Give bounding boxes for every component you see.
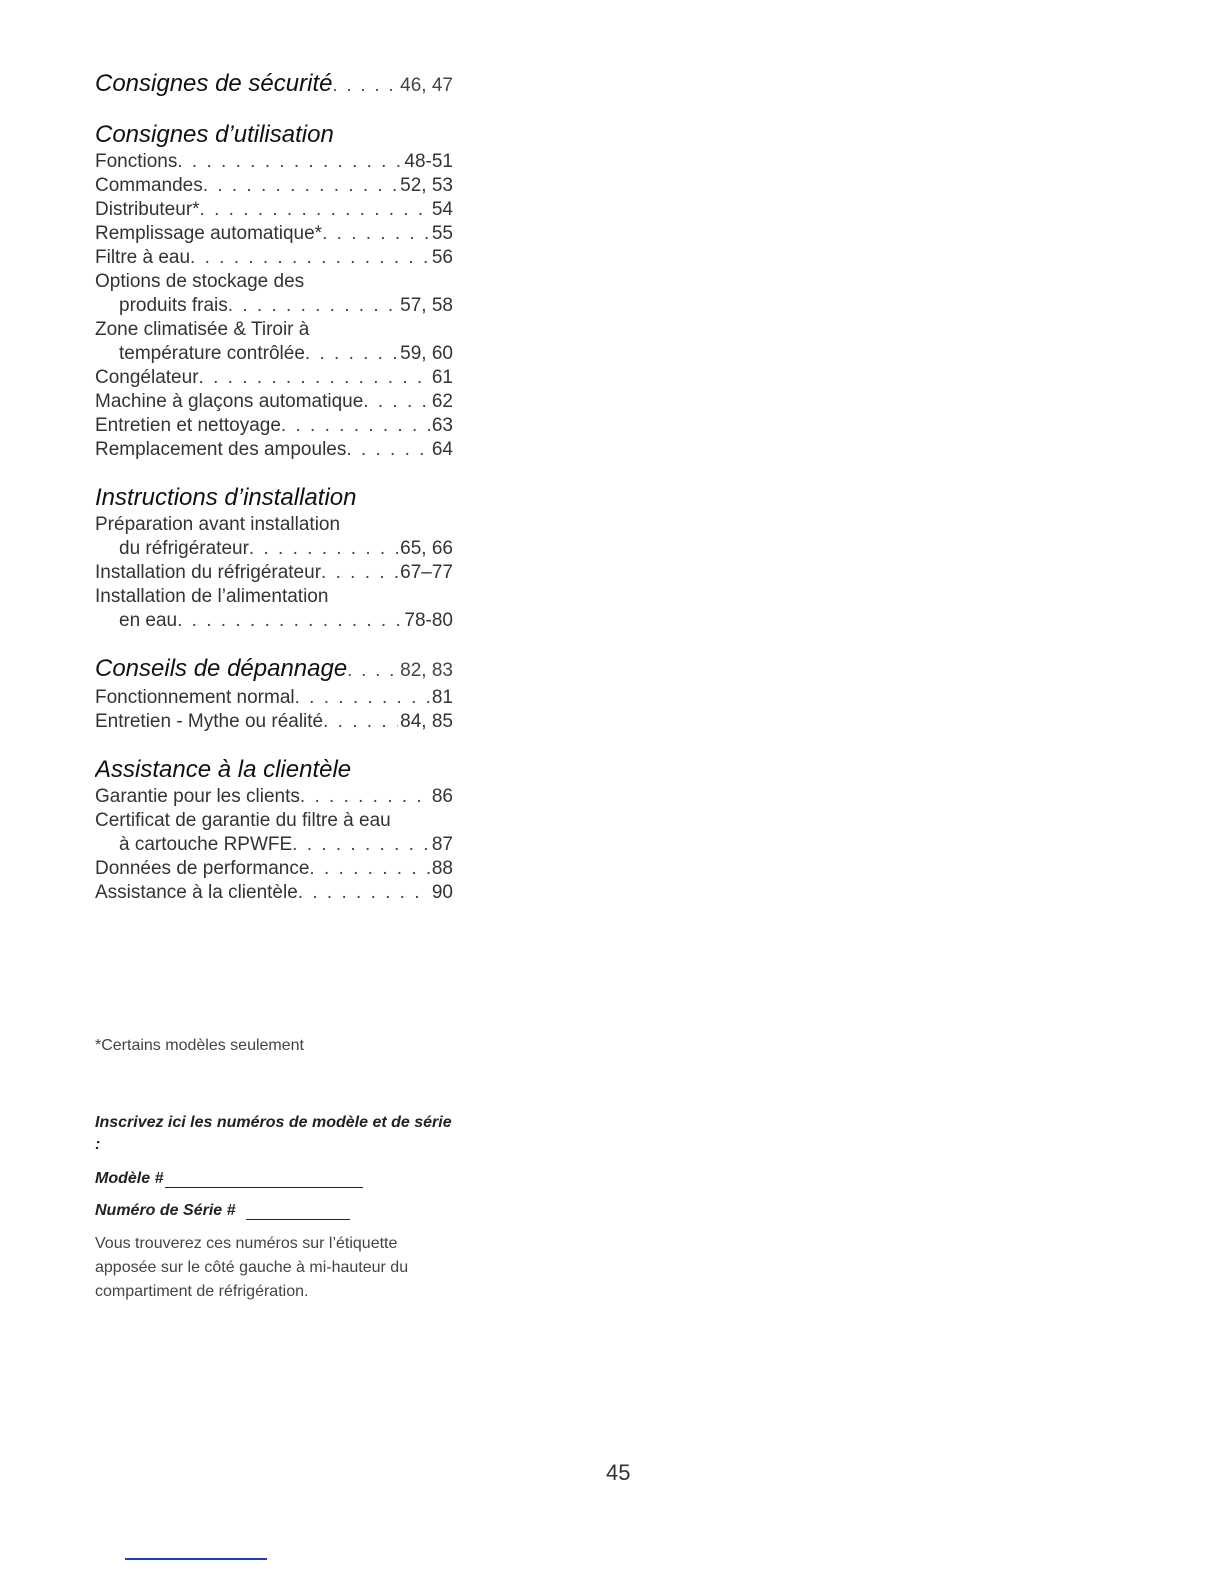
toc-entry — [95, 609, 453, 633]
entry-page: 87 — [431, 834, 453, 855]
entry-page: 63 — [431, 415, 453, 436]
dot-leader — [228, 294, 398, 318]
serial-number-line — [95, 1202, 460, 1220]
model-number-blank[interactable] — [165, 1173, 363, 1188]
toc-entry — [95, 270, 453, 294]
dot-leader — [190, 246, 430, 270]
toc-entry — [95, 881, 453, 905]
serial-label: Numéro de Série # — [95, 1202, 236, 1219]
entry-page: 84, 85 — [400, 711, 453, 732]
dot-leader — [177, 150, 402, 174]
toc-entry — [95, 222, 453, 246]
toc-heading-operating — [95, 119, 453, 150]
entry-label: Machine à glaçons automatique — [95, 391, 364, 412]
toc-entry — [95, 785, 453, 809]
bottom-rule — [125, 1558, 267, 1560]
section-page: 82, 83 — [400, 660, 453, 681]
entry-label: Filtre à eau — [95, 247, 191, 268]
toc-section-installation — [95, 482, 453, 633]
toc-heading-customer-service — [95, 754, 453, 785]
model-number-line — [95, 1170, 460, 1188]
entry-page: 81 — [431, 687, 453, 708]
dot-leader — [292, 833, 430, 857]
dot-leader — [322, 222, 430, 246]
entry-label: du réfrigérateur — [119, 538, 249, 559]
dot-leader — [347, 655, 398, 686]
serial-number-blank[interactable] — [246, 1205, 350, 1220]
dot-leader — [309, 857, 429, 881]
dot-leader — [203, 174, 398, 198]
record-note: Vous trouverez ces numéros sur l’étiquette apposée sur le côté gauche à mi-hauteur du compartiment de réfrigération. — [95, 1235, 409, 1300]
toc-entry — [95, 294, 453, 318]
entry-label: Remplissage automatique* — [95, 223, 323, 244]
toc-entry — [95, 857, 453, 881]
entry-label: Garantie pour les clients — [95, 786, 300, 807]
dot-leader — [363, 390, 430, 414]
toc-entry — [95, 537, 453, 561]
toc-entry — [95, 833, 453, 857]
entry-label: Entretien et nettoyage — [95, 415, 281, 436]
entry-label: Zone climatisée & Tiroir à — [95, 319, 310, 340]
entry-page: 90 — [431, 882, 453, 903]
toc-section-troubleshooting — [95, 653, 453, 734]
entry-label: Assistance à la clientèle — [95, 882, 298, 903]
toc-entry — [95, 390, 453, 414]
dot-leader — [300, 785, 430, 809]
entry-page: 62 — [431, 391, 453, 412]
record-heading: Inscrivez ici les numéros de modèle et de série : — [95, 1114, 452, 1153]
entry-label: Installation du réfrigérateur — [95, 562, 322, 583]
toc-entry — [95, 342, 453, 366]
entry-label: Entretien - Mythe ou réalité — [95, 711, 324, 732]
entry-label: Congélateur — [95, 367, 199, 388]
dot-leader — [200, 198, 430, 222]
dot-leader — [323, 710, 398, 734]
entry-label: Commandes — [95, 175, 203, 196]
toc-heading-troubleshooting — [95, 653, 453, 686]
toc-heading-installation — [95, 482, 453, 513]
toc-entry — [95, 198, 453, 222]
entry-page: 52, 53 — [400, 175, 453, 196]
entry-page: 65, 66 — [400, 538, 453, 559]
entry-page: 67–77 — [400, 562, 453, 583]
section-page: 46, 47 — [400, 75, 453, 96]
entry-label: Certificat de garantie du filtre à eau — [95, 810, 391, 831]
entry-page: 78-80 — [404, 610, 453, 631]
entry-page: 57, 58 — [400, 295, 453, 316]
entry-page: 64 — [431, 439, 453, 460]
dot-leader — [321, 561, 398, 585]
section-title: Assistance à la clientèle — [95, 756, 352, 783]
section-title: Instructions d’installation — [95, 484, 357, 511]
entry-label: température contrôlée — [119, 343, 305, 364]
toc-entry — [95, 150, 453, 174]
entry-label: Fonctionnement normal — [95, 687, 295, 708]
entry-label: Distributeur* — [95, 199, 200, 220]
model-label: Modèle # — [95, 1170, 164, 1187]
entry-label: Fonctions — [95, 151, 178, 172]
toc-entry — [95, 246, 453, 270]
entry-page: 55 — [431, 223, 453, 244]
entry-label: à cartouche RPWFE — [119, 834, 293, 855]
toc-entry — [95, 174, 453, 198]
entry-page: 86 — [431, 786, 453, 807]
toc-entry — [95, 366, 453, 390]
dot-leader — [249, 537, 398, 561]
model-serial-record — [95, 1112, 460, 1304]
toc-section-customer-service — [95, 754, 453, 905]
toc-entry — [95, 318, 453, 342]
entry-label: Installation de l’alimentation — [95, 586, 329, 607]
entry-page: 61 — [431, 367, 453, 388]
entry-page: 48-51 — [404, 151, 453, 172]
section-title: Conseils de dépannage — [95, 655, 348, 682]
dot-leader — [298, 881, 430, 905]
dot-leader — [281, 414, 430, 438]
entry-page: 88 — [431, 858, 453, 879]
entry-label: Préparation avant installation — [95, 514, 341, 535]
section-title: Consignes d’utilisation — [95, 121, 334, 148]
toc-entry — [95, 414, 453, 438]
toc-section-safety — [95, 68, 453, 101]
table-of-contents — [95, 68, 453, 925]
footnote: *Certains modèles seulement — [95, 1037, 304, 1054]
page-number: 45 — [606, 1460, 631, 1485]
toc-section-operating — [95, 119, 453, 462]
entry-page: 54 — [431, 199, 453, 220]
toc-entry — [95, 438, 453, 462]
entry-label: Remplacement des ampoules — [95, 439, 347, 460]
entry-label: Options de stockage des — [95, 271, 305, 292]
dot-leader — [199, 366, 430, 390]
toc-entry — [95, 513, 453, 537]
dot-leader — [177, 609, 402, 633]
section-title: Consignes de sécurité — [95, 70, 333, 97]
toc-entry — [95, 686, 453, 710]
toc-heading-safety — [95, 68, 453, 101]
dot-leader — [332, 70, 398, 101]
toc-entry — [95, 585, 453, 609]
dot-leader — [346, 438, 430, 462]
entry-label: Données de performance — [95, 858, 310, 879]
toc-entry — [95, 561, 453, 585]
dot-leader — [305, 342, 398, 366]
toc-entry — [95, 710, 453, 734]
entry-label: produits frais — [119, 295, 228, 316]
dot-leader — [295, 686, 430, 710]
entry-page: 59, 60 — [400, 343, 453, 364]
entry-page: 56 — [431, 247, 453, 268]
entry-label: en eau — [119, 610, 178, 631]
toc-entry — [95, 809, 453, 833]
